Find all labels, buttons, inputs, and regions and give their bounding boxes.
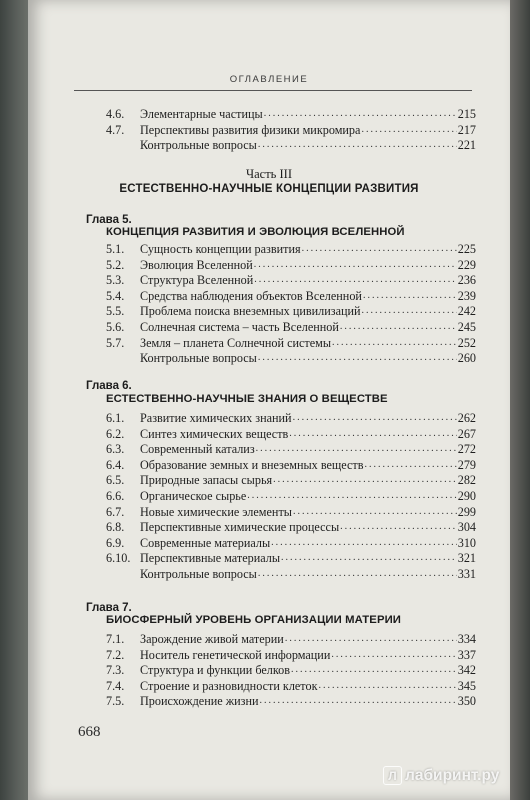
entry-title: Земля – планета Солнечной системы bbox=[140, 335, 332, 350]
toc-entry bbox=[106, 535, 476, 551]
toc-entry bbox=[106, 426, 476, 442]
entry-number: 6.10. bbox=[106, 551, 131, 566]
entry-page: 350 bbox=[457, 694, 476, 709]
entry-page: 236 bbox=[457, 273, 476, 288]
header-rule bbox=[74, 90, 472, 91]
dot-leader bbox=[331, 647, 456, 663]
toc-entry bbox=[106, 678, 476, 694]
entry-page: 290 bbox=[457, 489, 476, 503]
book-page bbox=[28, 0, 510, 800]
entry-number: 6.4. bbox=[106, 457, 125, 472]
entry-title: Контрольные вопросы bbox=[140, 138, 257, 153]
chapter-title: КОНЦЕПЦИЯ РАЗВИТИЯ И ЭВОЛЮЦИЯ ВСЕЛЕННОЙ bbox=[106, 226, 405, 238]
entry-page: 239 bbox=[457, 288, 476, 303]
toc-entry bbox=[106, 488, 476, 504]
entry-page: 331 bbox=[457, 567, 476, 581]
dot-leader bbox=[340, 519, 457, 535]
entry-page: 342 bbox=[457, 663, 476, 678]
dot-leader bbox=[319, 678, 457, 694]
toc-entry bbox=[106, 410, 476, 426]
entry-page: 310 bbox=[457, 535, 476, 550]
entry-title: Средства наблюдения объектов Вселенной bbox=[140, 288, 362, 303]
entry-number: 6.1. bbox=[106, 411, 125, 425]
entry-title: Проблема поиска внеземных цивилизаций bbox=[140, 304, 361, 319]
entry-number: 7.1. bbox=[106, 632, 125, 646]
toc-entry bbox=[106, 137, 476, 153]
chapter-title: БИОСФЕРНЫЙ УРОВЕНЬ ОРГАНИЗАЦИИ МАТЕРИИ bbox=[106, 614, 402, 626]
dot-leader bbox=[271, 535, 457, 551]
entry-number: 4.7. bbox=[106, 122, 125, 137]
dot-leader bbox=[254, 272, 456, 288]
chapter-label: Глава 6. bbox=[86, 380, 132, 392]
entry-number: 7.3. bbox=[106, 663, 125, 678]
entry-number: 5.6. bbox=[106, 320, 125, 334]
entry-title: Перспективы развития физики микромира bbox=[140, 122, 361, 137]
entry-number: 6.3. bbox=[106, 442, 125, 457]
watermark bbox=[383, 766, 499, 785]
entry-number: 7.2. bbox=[106, 647, 125, 662]
entry-page: 252 bbox=[457, 335, 476, 350]
part-title: ЕСТЕСТВЕННО-НАУЧНЫЕ КОНЦЕПЦИИ РАЗВИТИЯ bbox=[119, 183, 419, 195]
entry-title: Контрольные вопросы bbox=[140, 351, 257, 366]
entry-page: 272 bbox=[457, 442, 476, 457]
entry-number: 5.3. bbox=[106, 273, 125, 288]
entry-number: 4.6. bbox=[106, 107, 125, 121]
dot-leader bbox=[293, 410, 457, 426]
entry-title: Органическое сырье bbox=[140, 489, 247, 503]
page-number: 668 bbox=[78, 724, 101, 740]
labirint-logo-icon: Л bbox=[383, 766, 402, 785]
toc-entry bbox=[106, 319, 476, 335]
entry-title: Перспективные химические процессы bbox=[140, 520, 340, 535]
dot-leader bbox=[258, 566, 457, 582]
entry-page: 225 bbox=[457, 242, 476, 256]
entry-number bbox=[106, 137, 140, 153]
entry-title: Солнечная система – часть Вселенной bbox=[140, 320, 339, 334]
dot-leader bbox=[281, 550, 457, 566]
entry-title: Природные запасы сырья bbox=[140, 473, 273, 488]
entry-page: 345 bbox=[457, 678, 476, 693]
toc-entry bbox=[106, 106, 476, 122]
entry-number: 6.5. bbox=[106, 473, 125, 488]
entry-page: 267 bbox=[457, 426, 476, 441]
entry-title: Новые химические элементы bbox=[140, 504, 292, 519]
toc-entry bbox=[106, 350, 476, 366]
dot-leader bbox=[285, 631, 457, 647]
entry-title: Перспективные материалы bbox=[140, 551, 281, 566]
entry-title: Образование земных и внеземных веществ bbox=[140, 457, 364, 472]
entry-number: 5.2. bbox=[106, 257, 125, 272]
entry-title: Современные материалы bbox=[140, 535, 271, 550]
entry-title: Структура и функции белков bbox=[140, 663, 291, 678]
entry-number: 6.6. bbox=[106, 489, 125, 503]
entry-number: 5.1. bbox=[106, 242, 125, 256]
entry-title: Элементарные частицы bbox=[140, 107, 263, 121]
toc-entry bbox=[106, 457, 476, 473]
entry-page: 304 bbox=[457, 520, 476, 535]
entry-page: 337 bbox=[457, 647, 476, 662]
dot-leader bbox=[361, 122, 456, 138]
entry-number: 6.2. bbox=[106, 426, 125, 441]
chapter-label: Глава 7. bbox=[86, 602, 132, 614]
entry-page: 334 bbox=[457, 632, 476, 646]
toc-entry bbox=[106, 272, 476, 288]
entry-number: 7.5. bbox=[106, 694, 125, 709]
chapter-title: ЕСТЕСТВЕННО-НАУЧНЫЕ ЗНАНИЯ О ВЕЩЕСТВЕ bbox=[106, 393, 388, 405]
entry-page: 245 bbox=[457, 320, 476, 334]
dot-leader bbox=[293, 504, 457, 520]
dot-leader bbox=[291, 662, 457, 678]
part-label: Часть III bbox=[246, 167, 292, 181]
entry-page: 221 bbox=[457, 138, 476, 153]
page-edge-shadow bbox=[510, 0, 530, 800]
toc-entry bbox=[106, 566, 476, 582]
dot-leader bbox=[289, 426, 456, 442]
entry-number: 7.4. bbox=[106, 678, 125, 693]
dot-leader bbox=[340, 319, 457, 335]
entry-title: Происхождение жизни bbox=[140, 694, 259, 709]
entry-number bbox=[106, 350, 140, 366]
dot-leader bbox=[260, 693, 457, 709]
entry-title: Структура Вселенной bbox=[140, 273, 254, 288]
entry-number: 5.5. bbox=[106, 304, 125, 319]
entry-number bbox=[106, 566, 140, 582]
dot-leader bbox=[247, 488, 456, 504]
dot-leader bbox=[264, 106, 457, 122]
entry-page: 229 bbox=[457, 257, 476, 272]
entry-title: Контрольные вопросы bbox=[140, 567, 257, 581]
toc-entry bbox=[106, 241, 476, 257]
dot-leader bbox=[332, 335, 457, 351]
entry-title: Строение и разновидности клеток bbox=[140, 678, 318, 693]
dot-leader bbox=[302, 241, 457, 257]
entry-title: Носитель генетической информации bbox=[140, 647, 331, 662]
entry-page: 321 bbox=[457, 551, 476, 566]
dot-leader bbox=[258, 137, 457, 153]
entry-page: 242 bbox=[457, 304, 476, 319]
watermark-text: лабиринт.ру bbox=[405, 766, 500, 784]
entry-page: 217 bbox=[457, 122, 476, 137]
entry-number: 6.8. bbox=[106, 520, 125, 535]
entry-title: Развитие химических знаний bbox=[140, 411, 292, 425]
dot-leader bbox=[258, 350, 457, 366]
chapter-label: Глава 5. bbox=[86, 214, 132, 226]
entry-title: Современный катализ bbox=[140, 442, 255, 457]
entry-number: 5.4. bbox=[106, 288, 125, 303]
entry-title: Синтез химических веществ bbox=[140, 426, 289, 441]
entry-number: 6.9. bbox=[106, 535, 125, 550]
dot-leader bbox=[362, 303, 457, 319]
toc-entry bbox=[106, 472, 476, 488]
entry-page: 299 bbox=[457, 504, 476, 519]
toc-entry bbox=[106, 441, 476, 457]
dot-leader bbox=[256, 441, 457, 457]
toc-entry bbox=[106, 693, 476, 709]
entry-page: 215 bbox=[457, 107, 476, 121]
toc-entry bbox=[106, 303, 476, 319]
entry-page: 262 bbox=[457, 411, 476, 425]
dot-leader bbox=[254, 257, 457, 273]
dot-leader bbox=[363, 288, 457, 304]
toc-entry bbox=[106, 288, 476, 304]
entry-title: Сущность концепции развития bbox=[140, 242, 301, 256]
entry-number: 5.7. bbox=[106, 335, 125, 350]
toc-entry bbox=[106, 662, 476, 678]
dot-leader bbox=[365, 457, 457, 473]
toc-entry bbox=[106, 550, 476, 566]
entry-title: Зарождение живой материи bbox=[140, 632, 284, 646]
entry-number: 6.7. bbox=[106, 504, 125, 519]
toc-entry bbox=[106, 335, 476, 351]
toc-entry bbox=[106, 519, 476, 535]
entry-page: 279 bbox=[457, 457, 476, 472]
toc-entry bbox=[106, 504, 476, 520]
toc-entry bbox=[106, 647, 476, 663]
running-head: ОГЛАВЛЕНИЕ bbox=[229, 74, 309, 85]
book-spine-shadow bbox=[0, 0, 28, 800]
dot-leader bbox=[273, 472, 457, 488]
entry-title: Эволюция Вселенной bbox=[140, 257, 253, 272]
toc-entry bbox=[106, 631, 476, 647]
entry-page: 282 bbox=[457, 473, 476, 488]
entry-page: 260 bbox=[457, 351, 476, 366]
toc-entry bbox=[106, 257, 476, 273]
toc-entry bbox=[106, 122, 476, 138]
